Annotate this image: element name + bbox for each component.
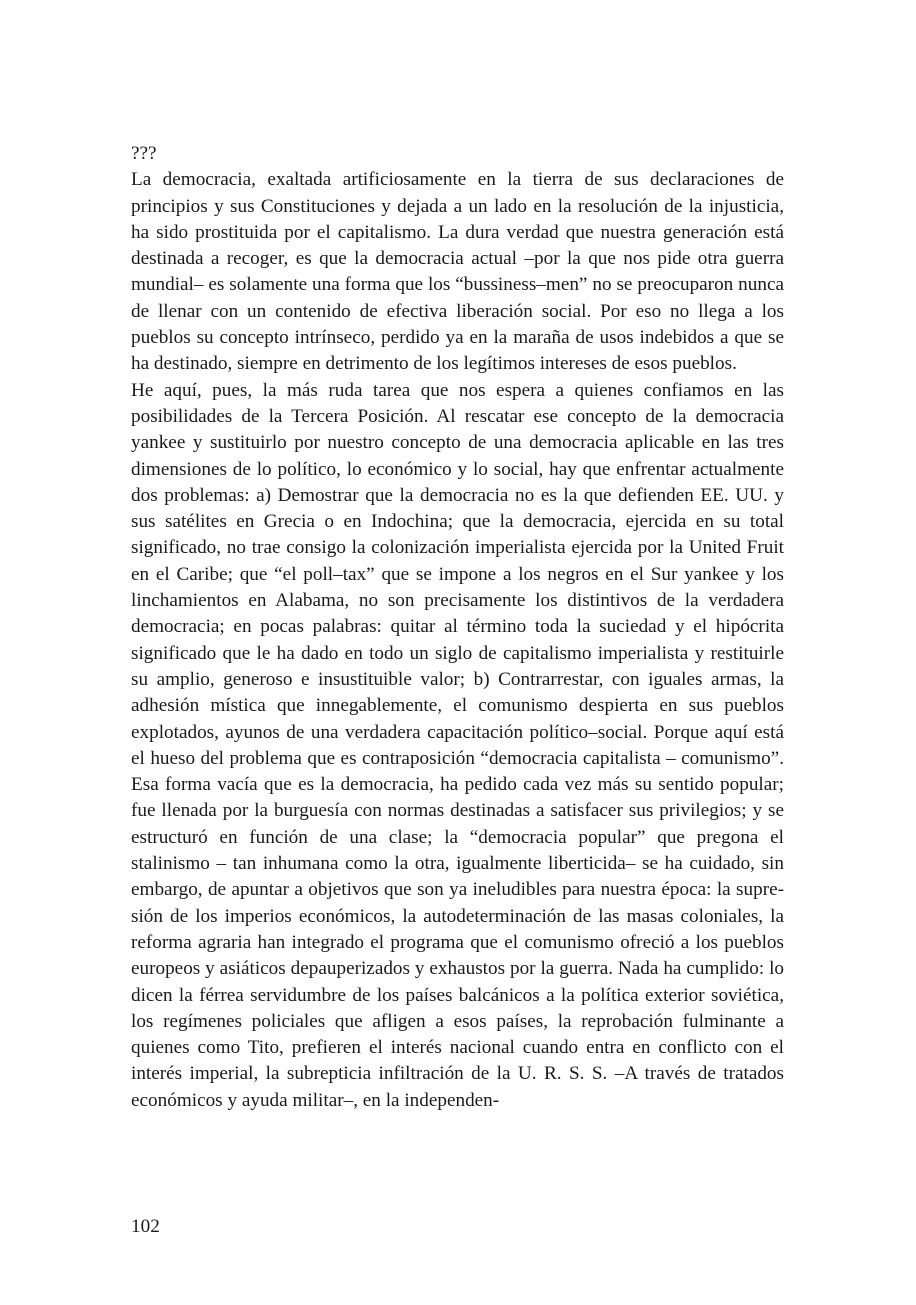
paragraph-third-position: He aquí, pues, la más ruda tarea que nos espera a quienes confiamos en las posibilidades de la Tercera Posición. Al rescatar ese concepto de la democracia yankee y sustituirlo por nuestro concepto de una democracia aplicable en las tres dimensiones de lo político, lo económico y lo social, hay que enfrentar actualmente dos problemas: a) Demostrar que la democracia no es la que defienden EE. UU. y sus satélites en Grecia o en Indochina; que la democracia, ejercida en su total significado, no trae consigo la colonización imperialista ejercida por la United Fruit en el Caribe; que “el poll–tax” que se impone a los negros en el Sur yankee y los linchamientos en Alabama, no son precisamente los distintivos de la verdadera democracia; en pocas palabras: quitar al término toda la suciedad y el hipócrita significado que le ha dado en todo un siglo de capitalismo imperialista y restituirle su amplio, generoso e insustituible valor; b) Contrarrestar, con iguales armas, la adhesión mística que innegablemente, el comunismo despierta en sus pueblos explotados, ayunos de una verdadera capacitación político–social. Porque aquí está el hueso del problema que es contraposición “democracia capitalista – comunismo”. Esa forma vacía que es la democracia, ha pedido cada vez más su sentido popular; fue llenada por la burguesía con normas destinadas a satisfacer sus privilegios; y se estructuró en función de una clase; la “democracia popular” que pregona el stalinismo – tan inhumana como la otra, igualmente liberticida– se ha cuidado, sin embargo, de apuntar a objetivos que son ya ineludibles para nuestra época: la supresión de los imperios económicos, la autodeterminación de las masas coloniales, la reforma agraria han integrado el programa que el comunismo ofreció a los pueblos europeos y asiáticos depauperizados y exhaustos por la guerra. Nada ha cumplido: lo dicen la férrea servidumbre de los países balcánicos a la política exterior soviética, los regímenes policiales que afligen a esos países, la reprobación fulminante a quienes como Tito, prefieren el interés nacional cuando entra en conflicto con el interés imperial, la subrepticia infiltración de la U. R. S. S. –A través de tratados económicos y ayuda militar–, en la independen-	[131, 379, 784, 1111]
section-marker: ???	[131, 143, 157, 164]
paragraph-democracy: La democracia, exaltada artificiosamente en la tierra de sus declaraciones de principios y sus Constituciones y dejada a un lado en la resolución de la injusticia, ha sido prostituida por el capitalismo. La dura verdad que nuestra generación está destinada a recoger, es que la democracia actual –por la que nos pide otra guerra mundial– es solamente una forma que los “bussiness–men” no se preocuparon nunca de llenar con un contenido de efectiva liberación social. Por eso no llega a los pueblos su concepto intrínseco, perdido ya en la maraña de usos indebidos a que se ha destinado, siempre en detrimento de los legítimos intereses de esos pueblos.	[131, 169, 784, 375]
body-text	[131, 141, 784, 1114]
page-number: 102	[131, 1216, 160, 1237]
